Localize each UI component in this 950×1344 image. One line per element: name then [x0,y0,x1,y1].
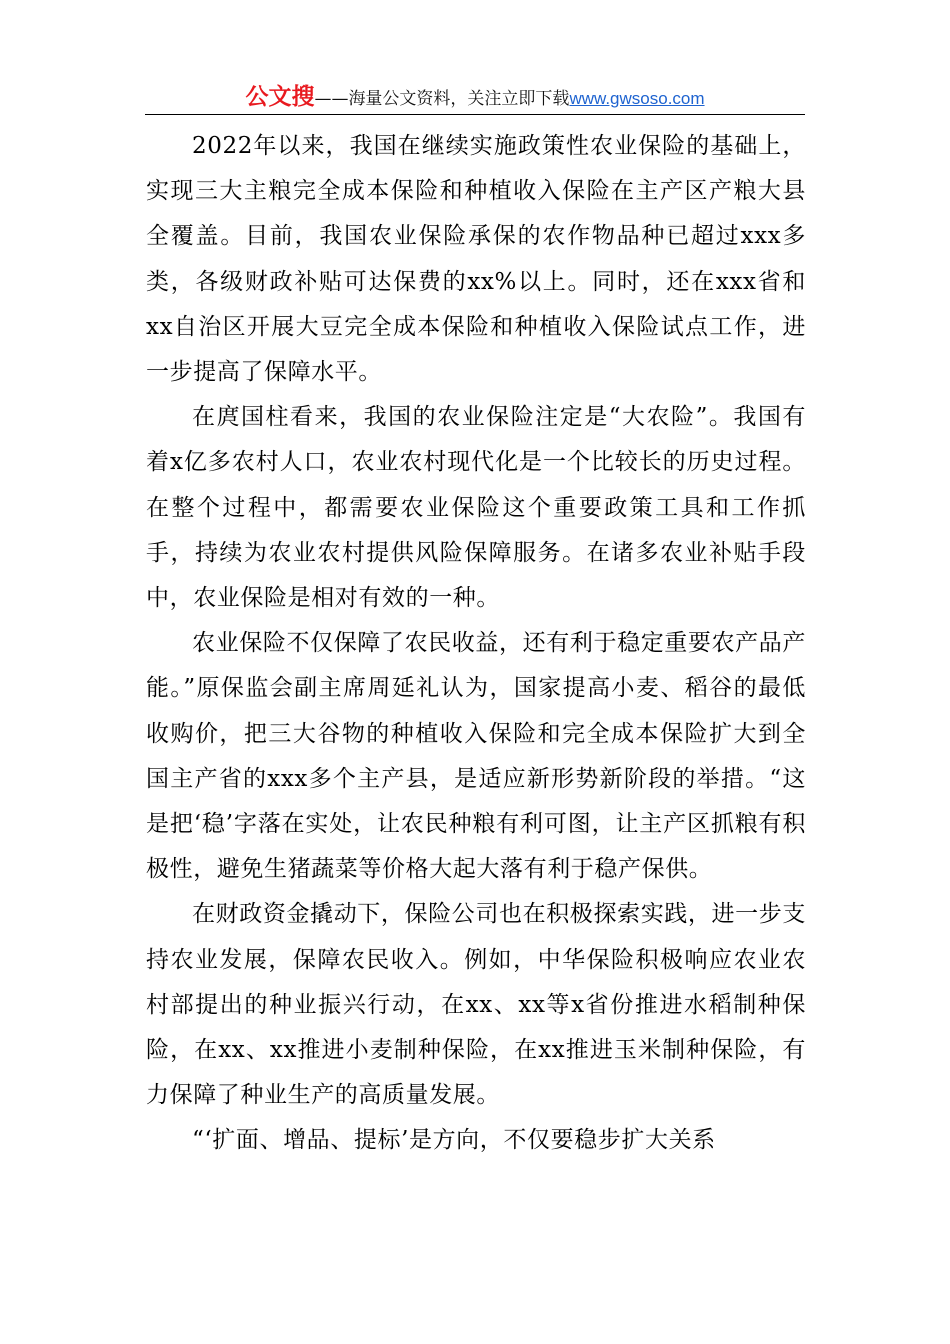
page-header [145,80,805,114]
paragraph-2: 在庹国柱看来，我国的农业保险注定是“大农险”。我国有着x亿多农村人口，农业农村现代化是一个比较长的历史过程。在整个过程中，都需要农业保险这个重要政策工具和工作抓手，持续为农业农村提供风险保障服务。在诸多农业补贴手段中，农业保险是相对有效的一种。 [146,404,806,612]
paragraph-3: 农业保险不仅保障了农民收益，还有利于稳定重要农产品产能。”原保监会副主席周延礼认为，国家提高小麦、稻谷的最低收购价，把三大谷物的种植收入保险和完全成本保险扩大到全国主产省的xxx多个主产县，是适应新形势新阶段的举措。“这是把‘稳’字落在实处，让农民种粮有利可图，让主产区抓粮有积极性，避免生猪蔬菜等价格大起大落有利于稳产保供。 [146,630,806,883]
paragraph-1: 2022年以来，我国在继续实施政策性农业保险的基础上，实现三大主粮完全成本保险和种植收入保险在主产区产粮大县全覆盖。目前，我国农业保险承保的农作物品种已超过xxx多类，各级财政补贴可达保费的xx%以上。同时，还在xxx省和xx自治区开展大豆完全成本保险和种植收入保险试点工作，进一步提高了保障水平。 [146,133,806,386]
header-divider [145,114,805,115]
brand-logo-text: 公文搜 [245,84,315,110]
paragraph-4: 在财政资金撬动下，保险公司也在积极探索实践，进一步支持农业发展，保障农民收入。例如，中华保险积极响应农业农村部提出的种业振兴行动，在xx、xx等x省份推进水稻制种保险，在xx、xx推进小麦制种保险，在xx推进玉米制种保险，有力保障了种业生产的高质量发展。 [146,901,806,1109]
website-link[interactable]: www.gwsoso.com [569,89,705,108]
paragraph-5: “‘扩面、增品、提标’是方向，不仅要稳步扩大关系 [192,1127,716,1154]
document-body [146,124,806,1164]
header-tagline: ——海量公文资料，关注立即下载 [314,89,570,109]
